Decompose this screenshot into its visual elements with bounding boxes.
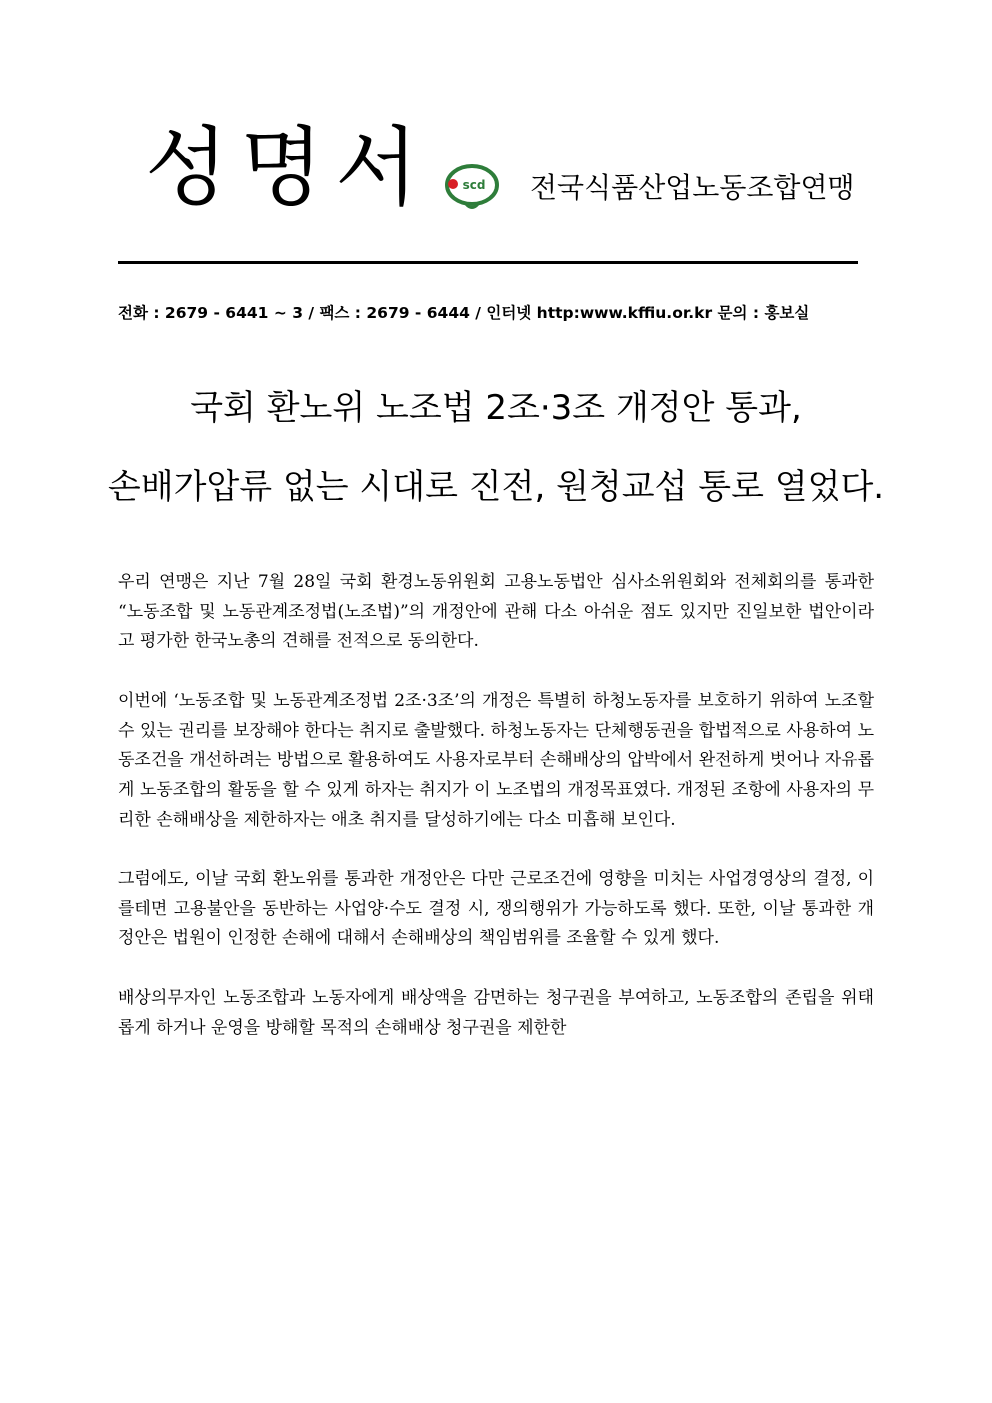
svg-text:scd: scd bbox=[462, 178, 486, 192]
headline-line-1: 국회 환노위 노조법 2조·3조 개정안 통과, bbox=[190, 388, 802, 428]
organization-name: 전국식품산업노동조합연맹 bbox=[530, 171, 855, 204]
header-divider bbox=[118, 261, 858, 264]
document-title: 성명서 bbox=[145, 118, 431, 218]
contact-info: 전화 : 2679 - 6441 ~ 3 / 팩스 : 2679 - 6444 / 인터넷 http:www.kffiu.or.kr 문의 : 홍보실 bbox=[118, 304, 810, 322]
union-logo-icon bbox=[444, 164, 500, 212]
body-paragraph: 이번에 ‘노동조합 및 노동관계조정법 2조·3조’의 개정은 특별히 하청노동자를 보호하기 위하여 노조할 수 있는 권리를 보장해야 한다는 취지로 출발했다. 하청노동자는 단체행동권을 합법적으로 사용하여 노동조건을 개선하려는 방법으로 활용하여도 사용자로부터 손해배상의 압박에서 완전하게 벗어나 자유롭게 노동조합의 활동을 할 수 있게 하자는 취지가 이 노조법의 개정목표였다. 개정된 조항에 사용자의 무리한 손해배상을 제한하자는 애초 취지를 달성하기에는 다소 미흡해 보인다. bbox=[118, 690, 874, 830]
statement-body bbox=[118, 568, 874, 1073]
body-paragraph: 그럼에도, 이날 국회 환노위를 통과한 개정안은 다만 근로조건에 영향을 미치는 사업경영상의 결정, 이를테면 고용불안을 동반하는 사업양·수도 결정 시, 쟁의행위가 가능하도록 했다. 또한, 이날 통과한 개정안은 법원이 인정한 손해에 대해서 손해배상의 책임범위를 조율할 수 있게 했다. bbox=[118, 869, 874, 949]
headline-line-2: 손배가압류 없는 시대로 진전, 원청교섭 통로 열었다. bbox=[107, 467, 885, 507]
body-paragraph: 우리 연맹은 지난 7월 28일 국회 환경노동위원회 고용노동법안 심사소위원회와 전체회의를 통과한 “노동조합 및 노동관계조정법(노조법)”의 개정안에 관해 다소 아쉬운 점도 있지만 진일보한 법안이라고 평가한 한국노총의 견해를 전적으로 동의한다. bbox=[118, 572, 874, 652]
body-paragraph: 배상의무자인 노동조합과 노동자에게 배상액을 감면하는 청구권을 부여하고, 노동조합의 존립을 위태롭게 하거나 운영을 방해할 목적의 손해배상 청구권을 제한한 bbox=[118, 987, 874, 1038]
